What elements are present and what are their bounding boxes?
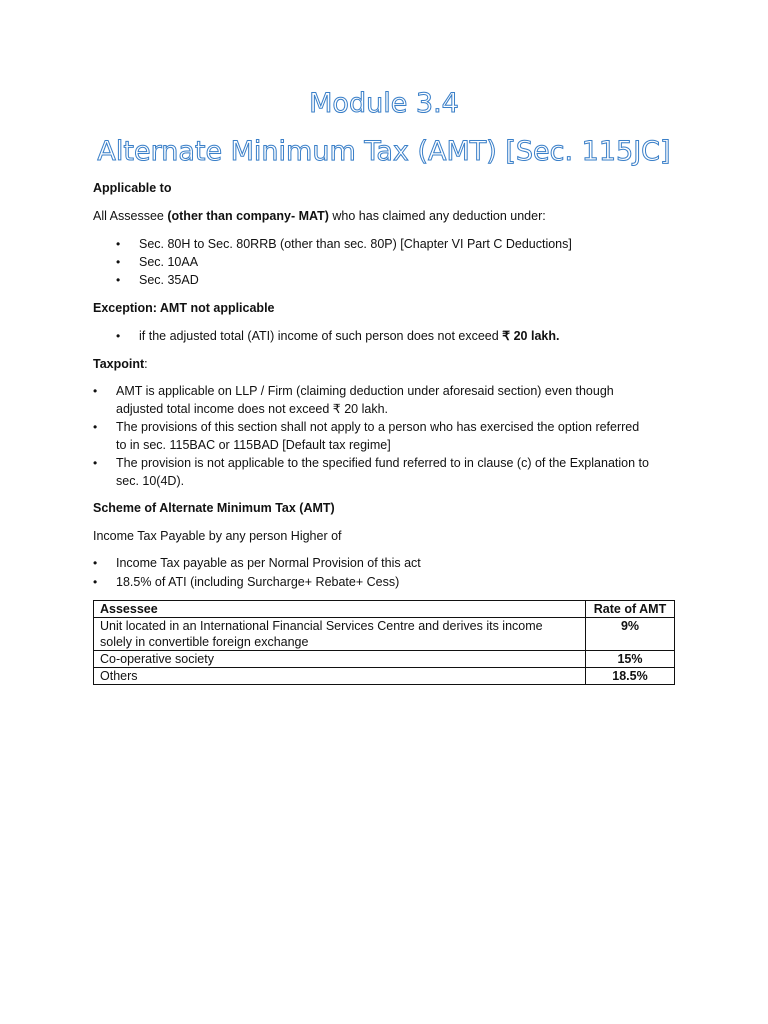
bullet-icon: •	[116, 329, 121, 343]
assessee-cell: Co-operative society	[94, 651, 586, 668]
taxpoint-item-line: The provisions of this section shall not apply to a person who has exercised the option referred	[116, 420, 640, 434]
bullet-icon: •	[93, 384, 98, 398]
applicable-intro-bold: (other than company- MAT)	[167, 209, 329, 223]
bullet-icon: •	[116, 255, 121, 269]
scheme-list-item-text: Income Tax payable as per Normal Provision of this act	[116, 556, 421, 570]
applicable-list-item-text: Sec. 80H to Sec. 80RRB (other than sec. 80P) [Chapter VI Part C Deductions]	[139, 237, 572, 251]
bullet-icon: •	[93, 456, 98, 470]
rate-cell: 18.5%	[586, 668, 675, 685]
applicable-list-item-text: Sec. 35AD	[139, 273, 199, 287]
amt-rates-table	[93, 600, 675, 685]
section-title: Alternate Minimum Tax (AMT) [Sec. 115JC]	[97, 136, 671, 167]
applicable-intro-prefix: All Assessee	[93, 209, 168, 223]
taxpoint-item-line: sec. 10(4D).	[116, 474, 185, 488]
applicable-intro	[93, 207, 546, 225]
table-row	[94, 668, 675, 685]
taxpoint-item-line: to in sec. 115BAC or 115BAD [Default tax regime]	[116, 438, 391, 452]
bullet-icon: •	[116, 237, 121, 251]
exception-heading: Exception: AMT not applicable	[93, 301, 275, 315]
rate-cell: 15%	[586, 651, 675, 668]
exception-list-item-text	[139, 327, 559, 345]
table-row	[94, 651, 675, 668]
taxpoint-item-line: adjusted total income does not exceed ₹ 20 lakh.	[116, 402, 389, 416]
taxpoint-item-line: AMT is applicable on LLP / Firm (claiming deduction under aforesaid section) even though	[116, 384, 614, 398]
applicable-list-item-text: Sec. 10AA	[139, 255, 199, 269]
rate-column-header: Rate of AMT	[586, 601, 675, 618]
taxpoint-item-line: The provision is not applicable to the specified fund referred to in clause (c) of the Explanation to	[116, 456, 649, 470]
scheme-list-item-text: 18.5% of ATI (including Surcharge+ Rebate+ Cess)	[116, 575, 400, 589]
assessee-cell	[94, 618, 586, 651]
assessee-cell: Others	[94, 668, 586, 685]
bullet-icon: •	[93, 575, 98, 589]
applicable-intro-suffix: who has claimed any deduction under:	[328, 209, 546, 223]
assessee-cell-line: solely in convertible foreign exchange	[100, 635, 309, 649]
rate-cell: 9%	[586, 618, 675, 651]
module-title: Module 3.4	[309, 88, 459, 119]
scheme-intro: Income Tax Payable by any person Higher of	[93, 529, 342, 543]
assessee-cell-line: Unit located in an International Financial Services Centre and derives its income	[100, 619, 543, 633]
taxpoint-heading	[93, 355, 148, 373]
assessee-column-header: Assessee	[94, 601, 586, 618]
exception-text-prefix: if the adjusted total (ATI) income of such person does not exceed	[139, 329, 503, 343]
table-row	[94, 618, 675, 651]
exception-threshold: ₹ 20 lakh.	[502, 329, 560, 343]
taxpoint-heading-colon: :	[144, 357, 148, 371]
taxpoint-heading-text: Taxpoint	[93, 357, 145, 371]
bullet-icon: •	[93, 420, 98, 434]
bullet-icon: •	[93, 556, 98, 570]
table-header-row	[94, 601, 675, 618]
applicable-heading: Applicable to	[93, 181, 172, 195]
scheme-heading: Scheme of Alternate Minimum Tax (AMT)	[93, 501, 335, 515]
bullet-icon: •	[116, 273, 121, 287]
